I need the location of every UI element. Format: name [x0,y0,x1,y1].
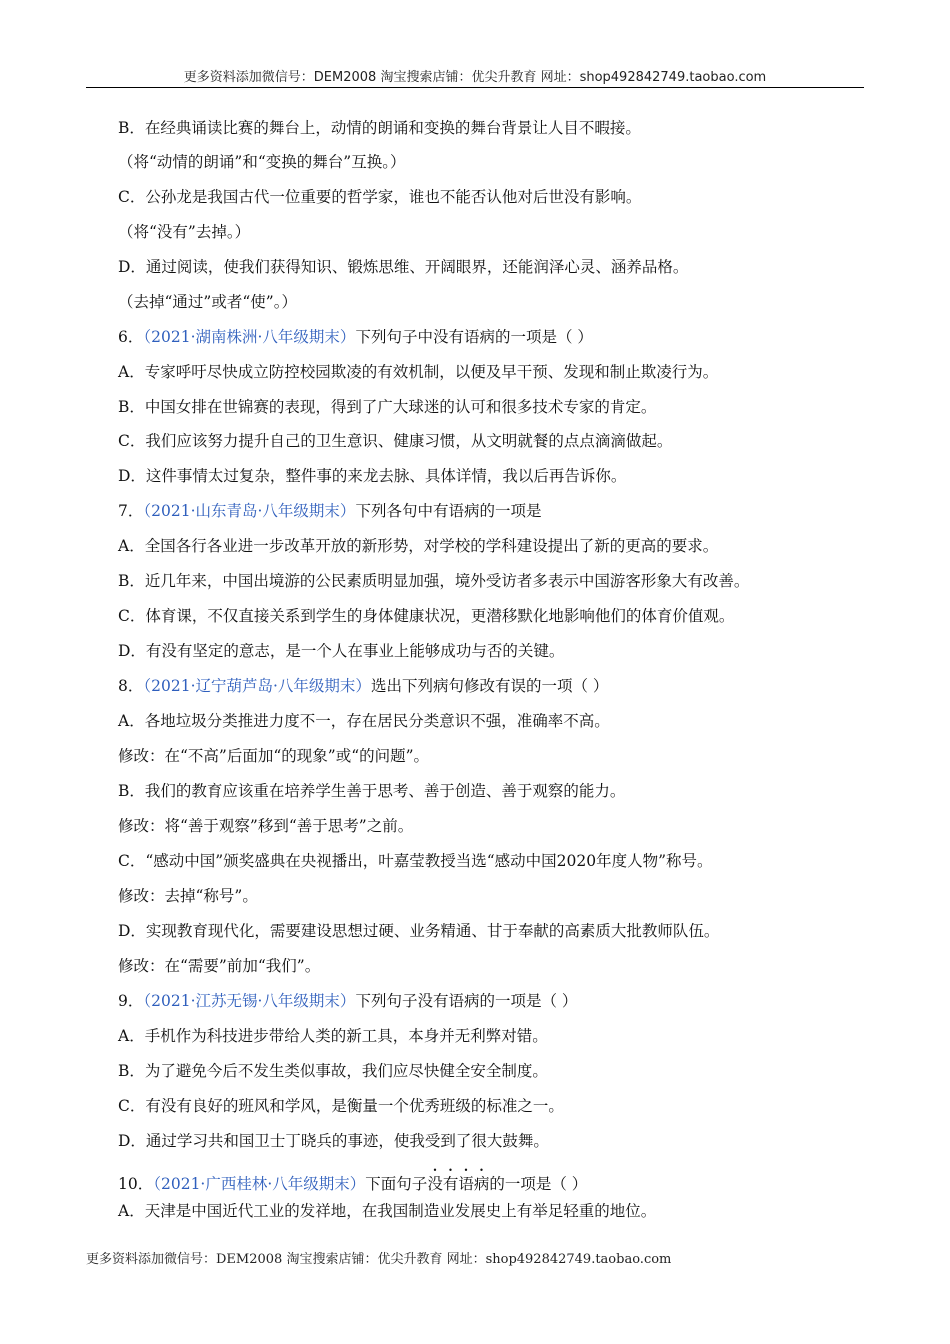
option-line: C．有没有良好的班风和学风，是衡量一个优秀班级的标准之一。 [118,1097,564,1115]
option-line: B．在经典诵读比赛的舞台上，动情的朗诵和变换的舞台背景让人目不暇接。 [118,119,641,137]
question-stem-pre: 下面句子 [365,1175,428,1193]
question-number: 8． [118,677,144,695]
option-line: A．各地垃圾分类推进力度不一，存在居民分类意识不强，准确率不高。 [118,712,610,730]
option-line: A．手机作为科技进步带给人类的新工具，本身并无利弊对错。 [118,1027,548,1045]
option-line: A．天津是中国近代工业的发祥地，在我国制造业发展史上有举足轻重的地位。 [118,1202,657,1220]
question-source: （2021·江苏无锡·八年级期末） [143,992,356,1010]
option-line: A．全国各行各业进一步改革开放的新形势，对学校的学科建设提出了新的更高的要求。 [118,537,719,555]
answer-note: （去掉“通过”或者“使”。） [118,293,297,311]
question-stem: 下列句子没有语病的一项是（ ） [355,992,578,1010]
option-line: C．公孙龙是我国古代一位重要的哲学家，谁也不能否认他对后世没有影响。 [118,188,642,206]
option-line: D．这件事情太过复杂，整件事的来龙去脉、具体详情，我以后再告诉你。 [118,467,627,485]
option-line: A．专家呼吁尽快成立防控校园欺凌的有效机制，以便及早干预、发现和制止欺凌行为。 [118,363,719,381]
question-source: （2021·湖南株洲·八年级期末） [143,328,356,346]
answer-note: （将“动情的朗诵”和“变换的舞台”互换。） [118,153,406,171]
question-stem-post: 的一项是（ ） [489,1175,588,1193]
revision-note: 修改：在“需要”前加“我们”。 [118,957,321,975]
revision-note: 修改：在“不高”后面加“的现象”或“的问题”。 [118,747,430,765]
option-line: B．近几年来，中国出境游的公民素质明显加强，境外受访者多表示中国游客形象大有改善。 [118,572,750,590]
option-line: B．我们的教育应该重在培养学生善于思考、善于创造、善于观察的能力。 [118,782,626,800]
question-number: 6． [118,328,144,346]
option-line: D．有没有坚定的意志，是一个人在事业上能够成功与否的关键。 [118,642,565,660]
question-6 [118,327,593,347]
question-7 [118,501,541,521]
page-footer: 更多资料添加微信号：DEM2008 淘宝搜索店铺：优尖升教育 网址：shop492842749.taobao.com [86,1252,672,1267]
option-line: D．通过阅读，使我们获得知识、锻炼思维、开阔眼界，还能润泽心灵、涵养品格。 [118,258,689,276]
question-number: 9． [118,992,144,1010]
emphasized-text: 没有语病 [427,1175,490,1193]
question-number: 10． [118,1175,154,1193]
revision-note: 修改：去掉“称号”。 [118,887,258,905]
option-line: D．实现教育现代化，需要建设思想过硬、业务精通、甘于奉献的高素质大批教师队伍。 [118,922,720,940]
question-stem: 下列句子中没有语病的一项是（ ） [355,328,593,346]
page-header: 更多资料添加微信号：DEM2008 淘宝搜索店铺：优尖升教育 网址：shop492842749.taobao.com [183,70,767,85]
question-source: （2021·辽宁葫芦岛·八年级期末） [143,677,371,695]
question-stem: 选出下列病句修改有误的一项（ ） [370,677,609,695]
option-line: C．“感动中国”颁奖盛典在央视播出，叶嘉莹教授当选“感动中国2020年度人物”称号。 [118,852,713,870]
answer-note: （将“没有”去掉。） [118,223,251,241]
revision-note: 修改：将“善于观察”移到“善于思考”之前。 [118,817,414,835]
question-stem: 下列各句中有语病的一项是 [355,502,542,520]
question-10 [118,1166,587,1194]
question-number: 7． [118,502,144,520]
option-line: D．通过学习共和国卫士丁晓兵的事迹，使我受到了很大鼓舞。 [118,1132,549,1150]
question-8 [118,676,608,696]
question-source: （2021·广西桂林·八年级期末） [153,1175,366,1193]
option-line: C．我们应该努力提升自己的卫生意识、健康习惯，从文明就餐的点点滴滴做起。 [118,432,673,450]
option-line: B．中国女排在世锦赛的表现，得到了广大球迷的认可和很多技术专家的肯定。 [118,398,657,416]
option-line: B．为了避免今后不发生类似事故，我们应尽快健全安全制度。 [118,1062,548,1080]
question-source: （2021·山东青岛·八年级期末） [143,502,356,520]
question-9 [118,991,577,1011]
header-divider [86,87,864,88]
option-line: C．体育课，不仅直接关系到学生的身体健康状况，更潜移默化地影响他们的体育价值观。 [118,607,735,625]
